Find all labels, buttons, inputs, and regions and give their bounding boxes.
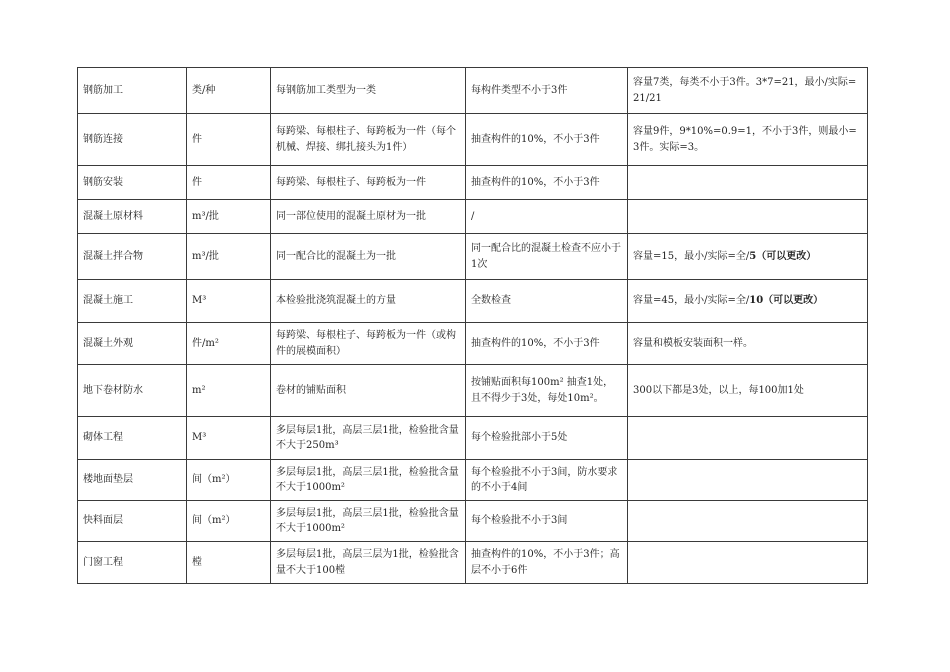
remark-cell	[628, 501, 868, 542]
division-cell: 同一部位使用的混凝土原材为一批	[271, 200, 466, 234]
division-cell: 多层每层1批，高层三层1批，检验批含量不大于1000m²	[271, 460, 466, 501]
table-row	[78, 542, 868, 584]
remark-text: 容量7类，每类不小于3件。3*7=21，最小/实际=21/21	[633, 77, 857, 104]
unit-cell: 间（m²）	[187, 460, 271, 501]
item-cell: 钢筋加工	[78, 68, 187, 114]
unit-cell: m³/批	[187, 234, 271, 280]
unit-cell: M³	[187, 417, 271, 460]
sampling-cell: 每个检验批部小于5处	[466, 417, 628, 460]
sampling-cell: 抽查构件的10%，不小于3件；高层不小于6件	[466, 542, 628, 584]
table-row	[78, 114, 868, 166]
remark-cell	[628, 234, 868, 280]
remark-cell	[628, 323, 868, 365]
remark-text: 容量=15，最小/实际=全/	[633, 250, 750, 262]
remark-cell	[628, 114, 868, 166]
remark-text: 300以下都是3处，以上，每100加1处	[633, 384, 804, 396]
division-cell: 卷材的铺贴面积	[271, 365, 466, 417]
unit-cell: 类/种	[187, 68, 271, 114]
sampling-cell: /	[466, 200, 628, 234]
sampling-cell: 按铺贴面积每100m² 抽查1处，且不得少于3处，每处10m²。	[466, 365, 628, 417]
remark-cell	[628, 68, 868, 114]
sampling-cell: 全数检查	[466, 280, 628, 323]
remark-cell	[628, 460, 868, 501]
division-cell: 多层每层1批，高层三层1批，检验批含量不大于250m³	[271, 417, 466, 460]
item-cell: 地下卷材防水	[78, 365, 187, 417]
remark-cell	[628, 417, 868, 460]
item-cell: 混凝土外观	[78, 323, 187, 365]
remark-text: 容量9件，9*10%=0.9=1，不小于3件，则最小=3件。实际=3。	[633, 126, 857, 153]
remark-bold-text: 5（可以更改）	[749, 250, 817, 262]
item-cell: 钢筋连接	[78, 114, 187, 166]
division-cell: 同一配合比的混凝土为一批	[271, 234, 466, 280]
item-cell: 砌体工程	[78, 417, 187, 460]
sampling-cell: 抽查构件的10%，不小于3件	[466, 166, 628, 200]
inspection-table	[77, 67, 868, 584]
unit-cell: 间（m²）	[187, 501, 271, 542]
sampling-cell: 抽查构件的10%，不小于3件	[466, 323, 628, 365]
division-cell: 每跨梁、每根柱子、每跨板为一件（或构件的展模面积）	[271, 323, 466, 365]
table-row	[78, 200, 868, 234]
remark-cell	[628, 200, 868, 234]
division-cell: 每跨梁、每根柱子、每跨板为一件（每个机械、焊接、绑扎接头为1件）	[271, 114, 466, 166]
remark-cell	[628, 365, 868, 417]
unit-cell: m³/批	[187, 200, 271, 234]
unit-cell: 件	[187, 166, 271, 200]
table-row	[78, 323, 868, 365]
remark-cell	[628, 280, 868, 323]
table-row	[78, 460, 868, 501]
sampling-cell: 每个检验批不小于3间，防水要求的不小于4间	[466, 460, 628, 501]
division-cell: 本检验批浇筑混凝土的方量	[271, 280, 466, 323]
division-cell: 多层每层1批，高层三层1批，检验批含量不大于1000m²	[271, 501, 466, 542]
unit-cell: M³	[187, 280, 271, 323]
item-cell: 楼地面垫层	[78, 460, 187, 501]
remark-bold-text: 10（可以更改）	[749, 295, 824, 307]
item-cell: 混凝土施工	[78, 280, 187, 323]
item-cell: 门窗工程	[78, 542, 187, 584]
table-row	[78, 501, 868, 542]
item-cell: 混凝土拌合物	[78, 234, 187, 280]
item-cell: 钢筋安装	[78, 166, 187, 200]
division-cell: 每跨梁、每根柱子、每跨板为一件	[271, 166, 466, 200]
remark-cell	[628, 542, 868, 584]
remark-text: 容量=45，最小/实际=全/	[633, 295, 750, 307]
table-row	[78, 68, 868, 114]
item-cell: 快料面层	[78, 501, 187, 542]
division-cell: 多层每层1批，高层三层为1批，检验批含量不大于100樘	[271, 542, 466, 584]
table-row	[78, 166, 868, 200]
remark-cell	[628, 166, 868, 200]
sampling-cell: 每构件类型不小于3件	[466, 68, 628, 114]
unit-cell: 件/m²	[187, 323, 271, 365]
item-cell: 混凝土原材料	[78, 200, 187, 234]
unit-cell: 件	[187, 114, 271, 166]
table-row	[78, 280, 868, 323]
unit-cell: m²	[187, 365, 271, 417]
sampling-cell: 同一配合比的混凝土检查不应小于1次	[466, 234, 628, 280]
division-cell: 每钢筋加工类型为一类	[271, 68, 466, 114]
table-row	[78, 417, 868, 460]
table-body	[78, 68, 868, 584]
sampling-cell: 每个检验批不小于3间	[466, 501, 628, 542]
sampling-cell: 抽查构件的10%，不小于3件	[466, 114, 628, 166]
table-row	[78, 234, 868, 280]
unit-cell: 樘	[187, 542, 271, 584]
remark-text: 容量和模板安装面积一样。	[633, 337, 753, 349]
table-row	[78, 365, 868, 417]
